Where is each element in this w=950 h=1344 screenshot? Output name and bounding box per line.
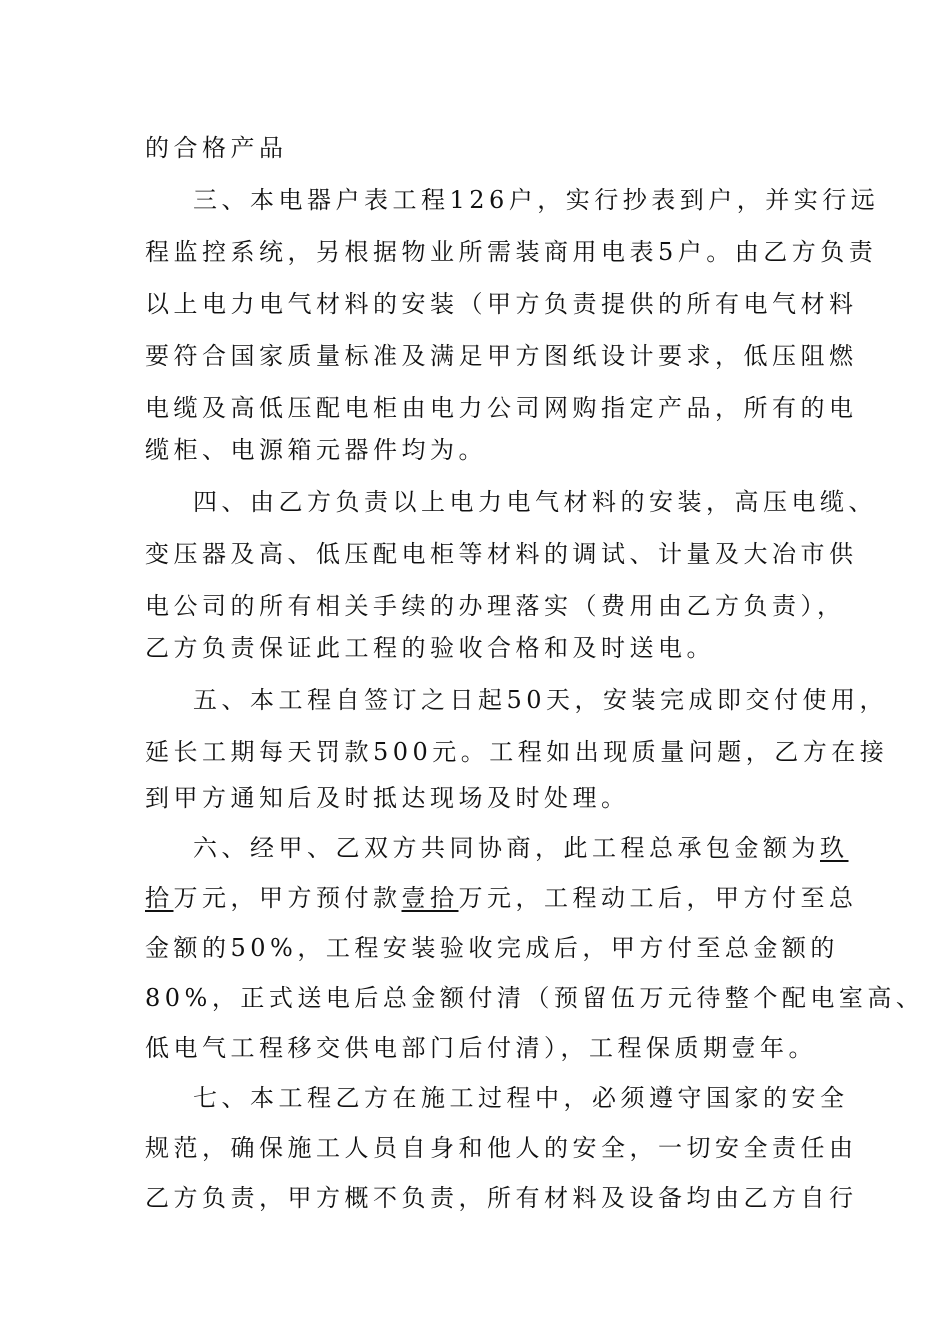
prepayment-underlined: 壹拾: [401, 884, 459, 912]
text-line: 80%，正式送电后总金额付清（预留伍万元待整个配电室高、: [145, 984, 925, 1012]
text-line: 的合格产品: [145, 134, 288, 162]
text-line: 金额的50%，工程安装验收完成后，甲方付至总金额的: [145, 934, 839, 962]
text-line: 变压器及高、低压配电柜等材料的调试、计量及大冶市供: [145, 540, 858, 568]
text-segment: 万元，甲方预付款: [173, 884, 402, 912]
paragraph-6-line-2: [145, 884, 858, 912]
text-line: 要符合国家质量标准及满足甲方图纸设计要求，低压阻燃: [145, 342, 858, 370]
text-line: 程监控系统，另根据物业所需装商用电表5户。由乙方负责: [145, 238, 878, 266]
paragraph-3-line-1: 三、本电器户表工程126户，实行抄表到户，并实行远: [193, 186, 880, 214]
text-line: 乙方负责保证此工程的验收合格和及时送电。: [145, 634, 715, 662]
text-line: 乙方负责，甲方概不负责，所有材料及设备均由乙方自行: [145, 1184, 858, 1212]
text-line: 电缆及高低压配电柜由电力公司网购指定产品，所有的电: [145, 394, 858, 422]
text-line: 规范，确保施工人员自身和他人的安全，一切安全责任由: [145, 1134, 858, 1162]
amount-underlined: 玖: [820, 834, 849, 862]
paragraph-4-line-1: 四、由乙方负责以上电力电气材料的安装，高压电缆、: [193, 488, 877, 516]
text-line: 延长工期每天罚款500元。工程如出现质量问题，乙方在接: [145, 738, 889, 766]
text-line: 到甲方通知后及时抵达现场及时处理。: [145, 784, 630, 812]
paragraph-6-line-1: [193, 834, 863, 862]
paragraph-7-line-1: 七、本工程乙方在施工过程中，必须遵守国家的安全: [193, 1084, 849, 1112]
text-segment: 六、经甲、乙双方共同协商，此工程总承包金额为: [193, 834, 820, 862]
text-line: 低电气工程移交供电部门后付清），工程保质期壹年。: [145, 1034, 817, 1062]
text-line: 电公司的所有相关手续的办理落实（费用由乙方负责），: [145, 592, 846, 620]
paragraph-5-line-1: 五、本工程自签订之日起50天，安装完成即交付使用，: [193, 686, 889, 714]
text-line: 缆柜、电源箱元器件均为。: [145, 436, 487, 464]
text-line: 以上电力电气材料的安装（甲方负责提供的所有电气材料: [145, 290, 858, 318]
text-segment: 万元，工程动工后，甲方付至总: [458, 884, 858, 912]
amount-underlined: 拾: [145, 884, 174, 912]
